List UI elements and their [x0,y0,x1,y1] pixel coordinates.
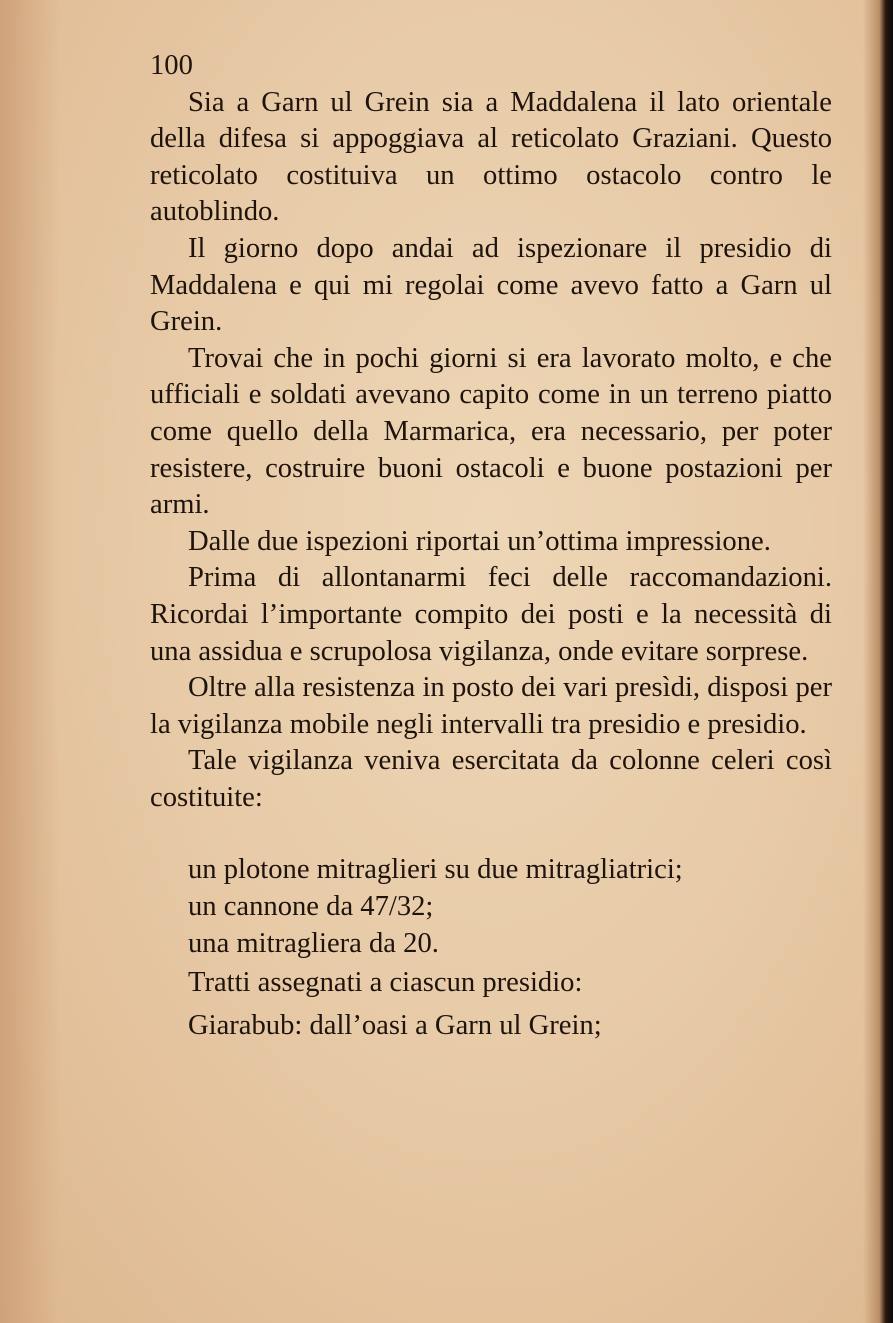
paragraph: Tale vigilanza veniva esercitata da colonne celeri così costituite: [150,745,832,813]
paragraph: Sia a Garn ul Grein sia a Maddalena il lato orientale della difesa si appoggiava al reticolato Graziani. Questo reticolato costituiva un ottimo ostacolo contro le autoblindo. [150,86,832,228]
paragraph: Prima di allontanarmi feci delle raccomandazioni. Ricordai l’importante compito dei posti e la necessità di una assidua e scrupolosa vigilanza, onde evitare sorprese. [150,562,832,667]
list-item: Tratti assegnati a ciascun presidio: [188,967,583,999]
list-item: un plotone mitraglieri su due mitragliatrici; [188,854,683,886]
paragraph: Oltre alla resistenza in posto dei vari presìdi, disposi per la vigilanza mobile negli intervalli tra presidio e presidio. [150,672,832,740]
paragraph: Il giorno dopo andai ad ispezionare il presidio di Maddalena e qui mi regolai come avevo fatto a Garn ul Grein. [150,232,832,338]
list-item: una mitragliera da 20. [188,927,439,959]
list-item: un cannone da 47/32; [188,891,434,923]
page-text [150,48,832,1044]
page-number: 100 [150,50,193,81]
list-item: Giarabub: dall’oasi a Garn ul Grein; [188,1009,602,1041]
spacer [150,816,832,852]
paragraph: Trovai che in pochi giorni si era lavorato molto, e che ufficiali e soldati avevano capito come in un terreno piatto come quello della Marmarica, era necessario, per poter resistere, costruire buoni ostacoli e buone postazioni per armi. [150,342,832,521]
paragraph: Dalle due ispezioni riportai un’ottima impressione. [188,525,771,557]
